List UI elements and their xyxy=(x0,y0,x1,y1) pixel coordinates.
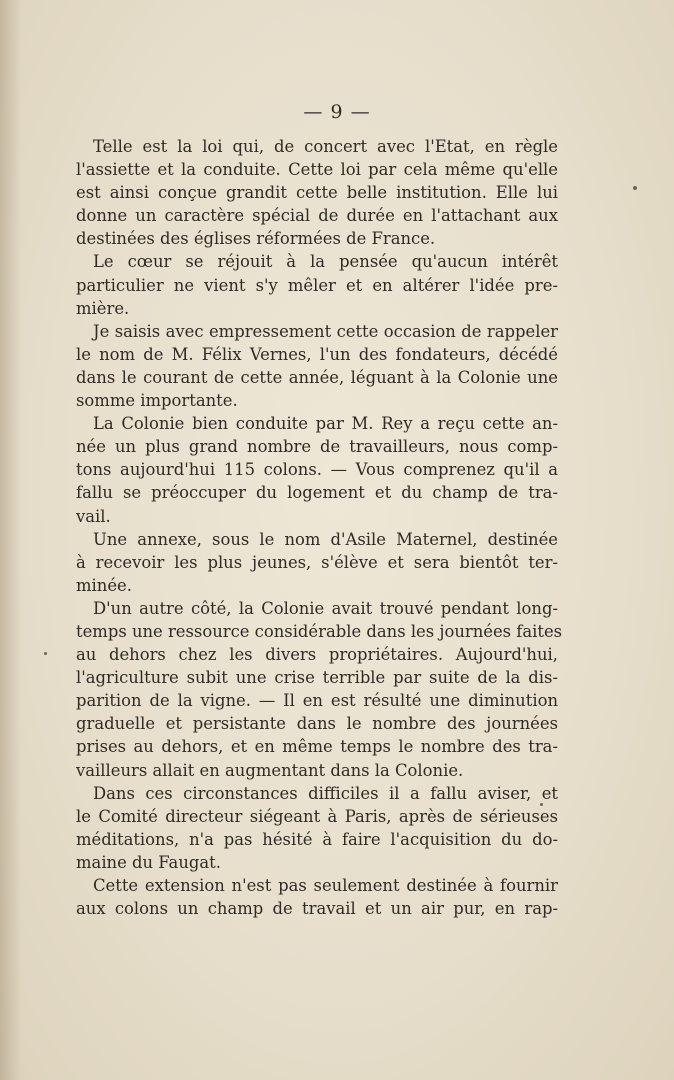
text-line: aux colons un champ de travail et un air pur, en rap- xyxy=(76,899,558,919)
text-line: mière. xyxy=(76,298,130,318)
text-line: le Comité directeur siégeant à Paris, après de sérieuses xyxy=(76,806,558,826)
text-line: vailleurs allait en augmentant dans la Colonie. xyxy=(76,760,464,780)
text-line: méditations, n'a pas hésité à faire l'acquisition du do- xyxy=(76,829,558,849)
text-line: Le cœur se réjouit à la pensée qu'aucun intérêt xyxy=(93,252,558,272)
text-line: l'agriculture subit une crise terrible par suite de la dis- xyxy=(76,668,558,688)
text-line: donne un caractère spécial de durée en l'attachant aux xyxy=(76,206,558,226)
text-line: D'un autre côté, la Colonie avait trouvé pendant long- xyxy=(93,598,558,618)
text-line: Cette extension n'est pas seulement destinée à fournir xyxy=(93,876,558,895)
text-line: est ainsi conçue grandit cette belle institution. Elle lui xyxy=(76,183,558,203)
text-line: destinées des églises réformées de France. xyxy=(76,229,436,249)
text-line: particulier ne vient s'y mêler et en altérer l'idée pre- xyxy=(76,275,558,295)
paragraph xyxy=(76,528,558,597)
text-line: Telle est la loi qui, de concert avec l'Etat, en règle xyxy=(93,137,558,156)
paragraph xyxy=(76,250,558,319)
text-line: somme importante. xyxy=(76,391,238,411)
text-line: La Colonie bien conduite par M. Rey a reçu cette an- xyxy=(93,414,558,434)
paragraph xyxy=(76,320,558,412)
ink-speck xyxy=(633,186,637,190)
paragraph xyxy=(76,782,558,874)
text-line: temps une ressource considérable dans les journées faites xyxy=(76,621,563,641)
text-line: minée. xyxy=(76,575,132,595)
text-line: à recevoir les plus jeunes, s'élève et sera bientôt ter- xyxy=(76,552,558,572)
text-line: née un plus grand nombre de travailleurs, nous comp- xyxy=(76,437,558,457)
text-line: Une annexe, sous le nom d'Asile Maternel, destinée xyxy=(93,529,558,549)
page-number: — 9 — xyxy=(303,101,371,123)
text-line: Dans ces circonstances difficiles il a fallu aviser, et xyxy=(93,783,558,803)
text-line: dans le courant de cette année, léguant à la Colonie une xyxy=(76,367,558,387)
paragraph xyxy=(76,874,558,920)
text-line: au dehors chez les divers propriétaires. Aujourd'hui, xyxy=(76,645,558,665)
text-line: fallu se préoccuper du logement et du champ de tra- xyxy=(76,483,558,503)
text-line: l'assiette et la conduite. Cette loi par cela même qu'elle xyxy=(76,160,558,180)
text-line: prises au dehors, et en même temps le nombre des tra- xyxy=(76,737,558,757)
paragraph xyxy=(76,597,563,782)
text-line: tons aujourd'hui 115 colons. — Vous comprenez qu'il a xyxy=(76,460,558,480)
ink-speck xyxy=(540,803,543,806)
body-text xyxy=(76,135,563,920)
text-line: vail. xyxy=(76,506,111,526)
text-line: graduelle et persistante dans le nombre des journées xyxy=(76,714,558,734)
page-gutter-shadow xyxy=(0,0,22,1080)
paragraph xyxy=(76,412,558,527)
text-line: maine du Faugat. xyxy=(76,852,221,872)
paragraph xyxy=(76,135,558,250)
text-line: parition de la vigne. — Il en est résulté une diminution xyxy=(76,691,558,711)
text-line: Je saisis avec empressement cette occasion de rappeler xyxy=(93,321,558,341)
ink-speck xyxy=(44,652,47,655)
text-line: le nom de M. Félix Vernes, l'un des fondateurs, décédé xyxy=(76,344,558,364)
